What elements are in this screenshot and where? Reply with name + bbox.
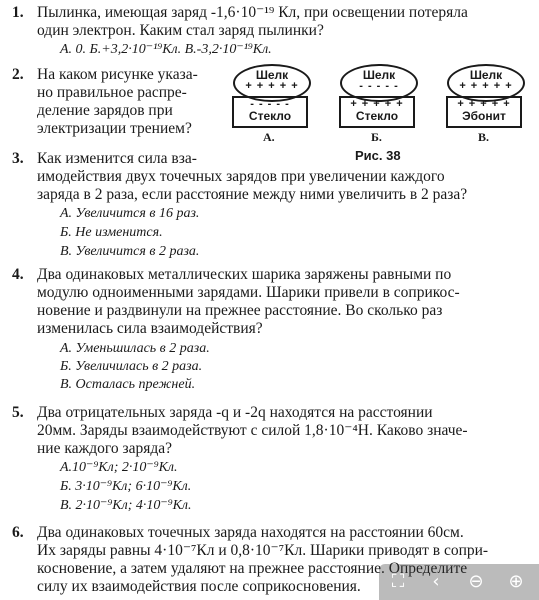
plate-label: Стекло bbox=[248, 109, 292, 123]
fullscreen-icon[interactable]: ⛶ bbox=[391, 571, 405, 592]
question-text-line: новение и раздвинули на прежнее расстояние. Во сколько раз bbox=[37, 302, 443, 319]
question-number: 1. bbox=[12, 4, 24, 21]
plate-charges: + + + + + bbox=[350, 98, 404, 110]
silk-charges: + + + + + bbox=[459, 80, 513, 92]
question-number: 4. bbox=[12, 266, 24, 283]
glass-plate bbox=[232, 96, 308, 128]
question-text-line: Как изменится сила вза- bbox=[37, 150, 197, 167]
silk-label: Шелк bbox=[255, 68, 289, 82]
question-text-line: деление зарядов при bbox=[37, 102, 173, 119]
question-text-line: изменилась сила взаимодействия? bbox=[37, 320, 263, 337]
silk-label: Шелк bbox=[362, 68, 396, 82]
prev-icon[interactable]: ‹ bbox=[432, 571, 440, 592]
glass-plate bbox=[339, 96, 415, 128]
question-text-line: 20мм. Заряды взаимодействуют с силой 1,8·10⁻⁴Н. Каково значе- bbox=[37, 422, 468, 439]
plate-charges: + + + + + bbox=[457, 98, 511, 110]
plate-label: Стекло bbox=[355, 109, 399, 123]
question-text-line: На каком рисунке указа- bbox=[37, 66, 198, 83]
question-text-line: Их заряды равны 4·10⁻⁷Кл и 0,8·10⁻⁷Кл. Шарики приводят в сопри- bbox=[37, 542, 489, 559]
answer-option: А.10⁻⁹Кл; 2·10⁻⁹Кл. bbox=[60, 460, 178, 475]
question-text-line: ние каждого заряда? bbox=[37, 440, 172, 457]
panel-label: Б. bbox=[371, 130, 382, 144]
silk-charges: - - - - - bbox=[359, 80, 399, 92]
figure-caption: Рис. 38 bbox=[355, 148, 401, 163]
question-text-line: косновение, а затем удаляют на прежнее расстояние. Определите bbox=[37, 560, 468, 577]
zoom-out-icon[interactable]: ⊖ bbox=[468, 571, 484, 592]
question-number: 3. bbox=[12, 150, 24, 167]
answer-options: А. 0. Б.+3,2·10⁻¹⁹Кл. В.-3,2·10⁻¹⁹Кл. bbox=[60, 42, 272, 57]
zoom-in-icon[interactable]: ⊕ bbox=[508, 571, 524, 592]
answer-option: Б. Увеличилась в 2 раза. bbox=[60, 359, 203, 374]
question-text-line: Пылинка, имеющая заряд -1,6·10⁻¹⁹ Кл, при освещении потеряла bbox=[37, 4, 468, 21]
question-text-line: заряда в 2 раза, если расстояние между ними увеличить в 2 раза? bbox=[37, 186, 468, 203]
question-text-line: Два отрицательных заряда -q и -2q находятся на расстоянии bbox=[37, 404, 433, 421]
question-text-line: модулю одноименными зарядами. Шарики привели в соприкос- bbox=[37, 284, 460, 301]
question-number: 6. bbox=[12, 524, 24, 541]
question-number: 2. bbox=[12, 66, 24, 83]
question-text-line: имодействия двух точечных зарядов при увеличении каждого bbox=[37, 168, 445, 185]
question-text-line: Два одинаковых металлических шарика заряжены равными по bbox=[37, 266, 452, 283]
panel-label: А. bbox=[263, 130, 275, 144]
plate-charges: - - - - - bbox=[250, 98, 290, 110]
answer-option: Б. 3·10⁻⁹Кл; 6·10⁻⁹Кл. bbox=[60, 479, 192, 494]
silk-label: Шелк bbox=[469, 68, 503, 82]
viewer-toolbar bbox=[379, 564, 539, 600]
answer-option: В. Осталась прежней. bbox=[60, 377, 196, 392]
question-text-line: но правильное распре- bbox=[37, 84, 187, 101]
answer-option: А. Увеличится в 16 раз. bbox=[60, 206, 200, 221]
answer-option: В. Увеличится в 2 раза. bbox=[60, 244, 200, 259]
panel-label: В. bbox=[478, 130, 490, 144]
question-text-line: силу их взаимодействия после соприкосновения. bbox=[37, 578, 361, 595]
answer-option: Б. Не изменится. bbox=[60, 225, 163, 240]
question-text-line: Два одинаковых точечных заряда находятся на расстоянии 60см. bbox=[37, 524, 464, 541]
question-number: 5. bbox=[12, 404, 24, 421]
answer-option: А. Уменьшилась в 2 раза. bbox=[60, 341, 210, 356]
question-text-line: один электрон. Каким стал заряд пылинки? bbox=[37, 22, 324, 39]
ebonite-plate bbox=[446, 96, 522, 128]
plate-label: Эбонит bbox=[462, 109, 506, 123]
silk-charges: + + + + + bbox=[245, 80, 299, 92]
question-text-line: электризации трением? bbox=[37, 120, 192, 137]
answer-option: В. 2·10⁻⁹Кл; 4·10⁻⁹Кл. bbox=[60, 498, 192, 513]
